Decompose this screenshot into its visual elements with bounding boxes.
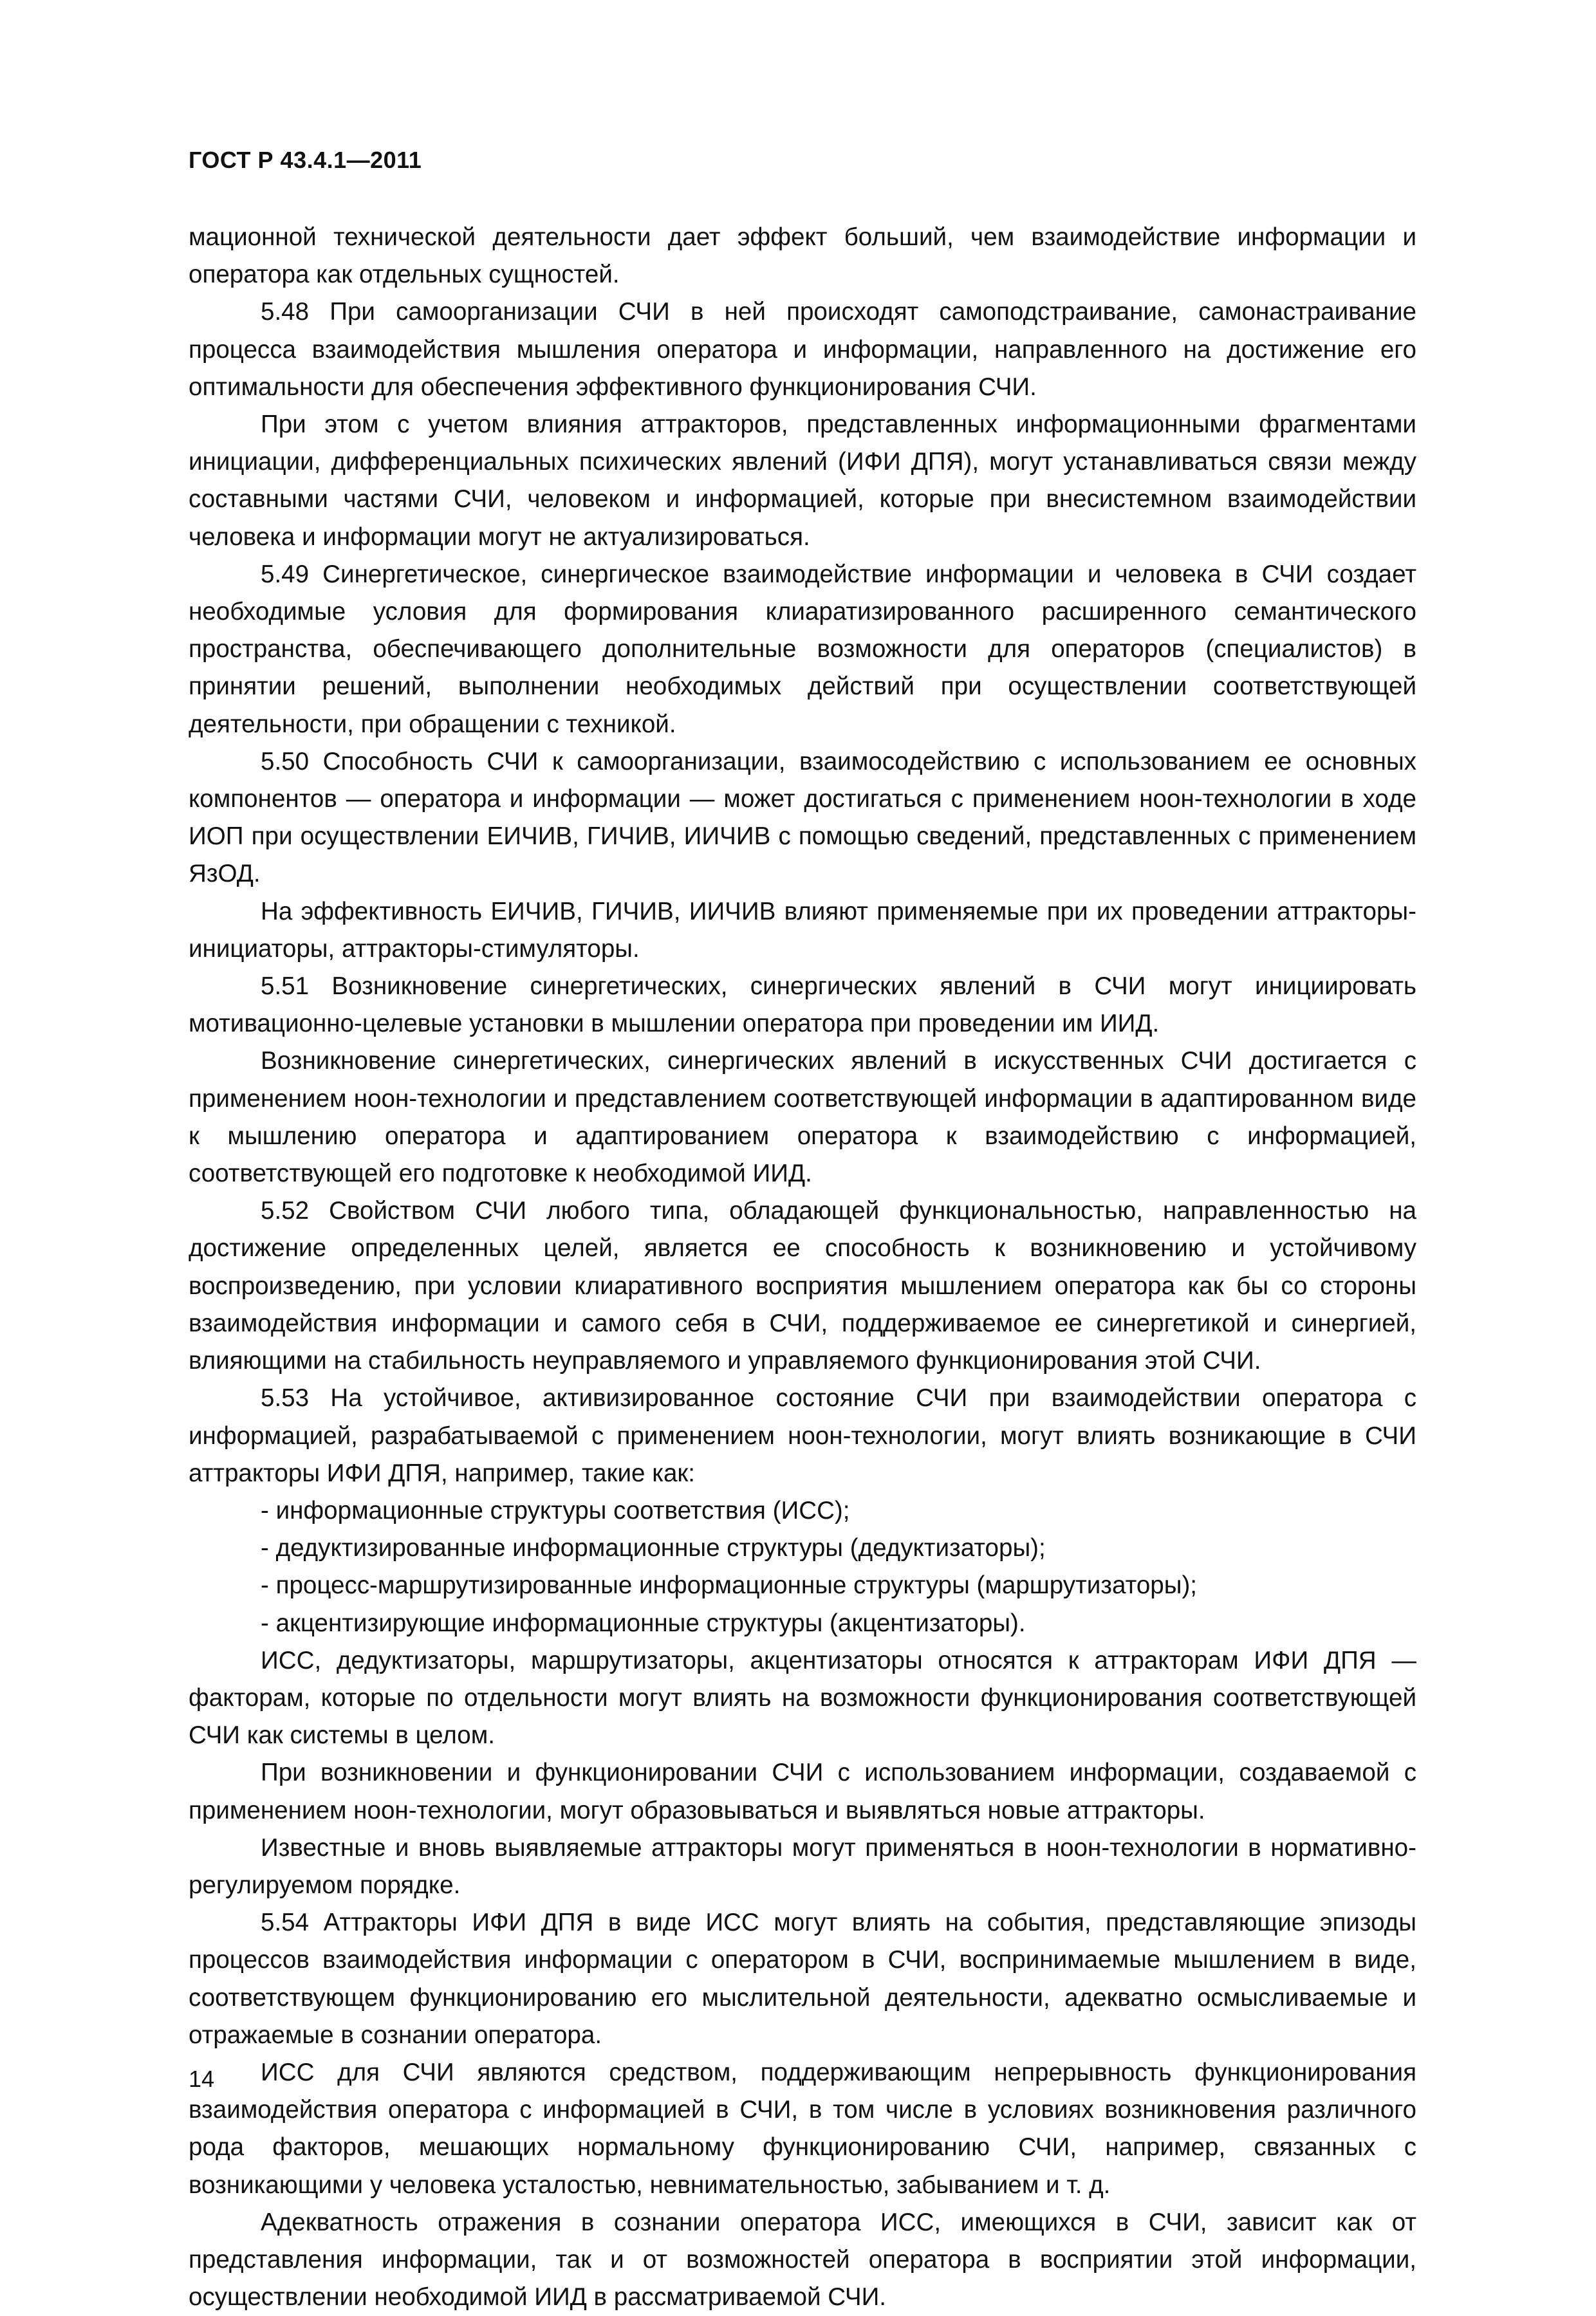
document-body	[189, 219, 1416, 2316]
paragraph: Возникновение синергетических, синергических явлений в искусственных СЧИ достигается с применением ноон-технологии и представлением соответствующей информации в адаптированном виде к мышлению оператора и адаптированием оператора к взаимодействию с информацией, соответствующей его подготовке к необходимой ИИД.	[189, 1047, 1416, 1188]
paragraph-5-53: 5.53 На устойчивое, активизированное состояние СЧИ при взаимодействии оператора с информацией, разрабатываемой с применением ноон-технологии, могут влиять возникающие в СЧИ аттракторы ИФИ ДПЯ, например, такие как:	[189, 1384, 1416, 1487]
list-item: - акцентизирующие информационные структуры (акцентизаторы).	[261, 1609, 1026, 1637]
paragraph: На эффективность ЕИЧИВ, ГИЧИВ, ИИЧИВ влияют применяемые при их проведении аттракторы-инициаторы, аттракторы-стимуляторы.	[189, 897, 1416, 963]
paragraph-5-54: 5.54 Аттракторы ИФИ ДПЯ в виде ИСС могут влиять на события, представляющие эпизоды процессов взаимодействия информации с оператором в СЧИ, воспринимаемые мышлением в виде, соответствующем функционированию его мыслительной деятельности, адекватно осмысливаемые и отражаемые в сознании оператора.	[189, 1909, 1416, 2049]
paragraph: При возникновении и функционировании СЧИ с использованием информации, создаваемой с применением ноон-технологии, могут образовываться и выявляться новые аттракторы.	[189, 1759, 1416, 1824]
list-item: - информационные структуры соответствия (ИСС);	[261, 1496, 850, 1524]
page-number: 14	[189, 2066, 215, 2092]
paragraph: ИСС, дедуктизаторы, маршрутизаторы, акцентизаторы относятся к аттракторам ИФИ ДПЯ — факторам, которые по отдельности могут влиять на возможности функционирования соответствующей СЧИ как системы в целом.	[189, 1646, 1416, 1750]
paragraph: Известные и вновь выявляемые аттракторы могут применяться в ноон-технологии в нормативно-регулируемом порядке.	[189, 1833, 1416, 1899]
paragraph-5-52: 5.52 Свойством СЧИ любого типа, обладающей функциональностью, направленностью на достижение определенных целей, является ее способность к возникновению и устойчивому воспроизведению, при условии клиаративного восприятия мышлением оператора как бы со стороны взаимодействия информации и самого себя в СЧИ, поддерживаемое ее синергетикой и синергией, влияющими на стабильность неуправляемого и управляемого функционирования этой СЧИ.	[189, 1197, 1416, 1375]
paragraph-continuation: мационной технической деятельности дает эффект больший, чем взаимодействие информации и оператора как отдельных сущностей.	[189, 223, 1416, 289]
list-item: - дедуктизированные информационные структуры (дедуктизаторы);	[261, 1534, 1046, 1562]
list-item: - процесс-маршрутизированные информационные структуры (маршрутизаторы);	[261, 1571, 1198, 1600]
paragraph: Адекватность отражения в сознании оператора ИСС, имеющихся в СЧИ, зависит как от представления информации, так и от возможностей оператора в восприятии этой информации, осуществлении необходимой ИИД в рассматриваемой СЧИ.	[189, 2208, 1416, 2311]
document-code-header: ГОСТ Р 43.4.1—2011	[189, 147, 422, 173]
paragraph-5-48: 5.48 При самоорганизации СЧИ в ней происходят самоподстраивание, самонастраивание процесса взаимодействия мышления оператора и информации, направленного на достижение его оптимальности для обеспечения эффективного функционирования СЧИ.	[189, 298, 1416, 401]
paragraph: ИСС для СЧИ являются средством, поддерживающим непрерывность функционирования взаимодействия оператора с информацией в СЧИ, в том числе в условиях возникновения различного рода факторов, мешающих нормальному функционированию СЧИ, например, связанных с возникающими у человека усталостью, невнимательностью, забыванием и т. д.	[189, 2058, 1416, 2199]
paragraph-5-49: 5.49 Синергетическое, синергическое взаимодействие информации и человека в СЧИ создает необходимые условия для формирования клиаратизированного расширенного семантического пространства, обеспечивающего дополнительные возможности для операторов (специалистов) в принятии решений, выполнении необходимых действий при осуществлении соответствующей деятельности, при обращении с техникой.	[189, 560, 1416, 738]
paragraph-5-51: 5.51 Возникновение синергетических, синергических явлений в СЧИ могут инициировать мотивационно-целевые установки в мышлении оператора при проведении им ИИД.	[189, 972, 1416, 1038]
paragraph: При этом с учетом влияния аттракторов, представленных информационными фрагментами инициации, дифференциальных психических явлений (ИФИ ДПЯ), могут устанавливаться связи между составными частями СЧИ, человеком и информацией, которые при внесистемном взаимодействии человека и информации могут не актуализироваться.	[189, 411, 1416, 551]
paragraph-5-50: 5.50 Способность СЧИ к самоорганизации, взаимосодействию с использованием ее основных компонентов — оператора и информации — может достигаться с применением ноон-технологии в ходе ИОП при осуществлении ЕИЧИВ, ГИЧИВ, ИИЧИВ с помощью сведений, представленных с применением ЯзОД.	[189, 747, 1416, 888]
